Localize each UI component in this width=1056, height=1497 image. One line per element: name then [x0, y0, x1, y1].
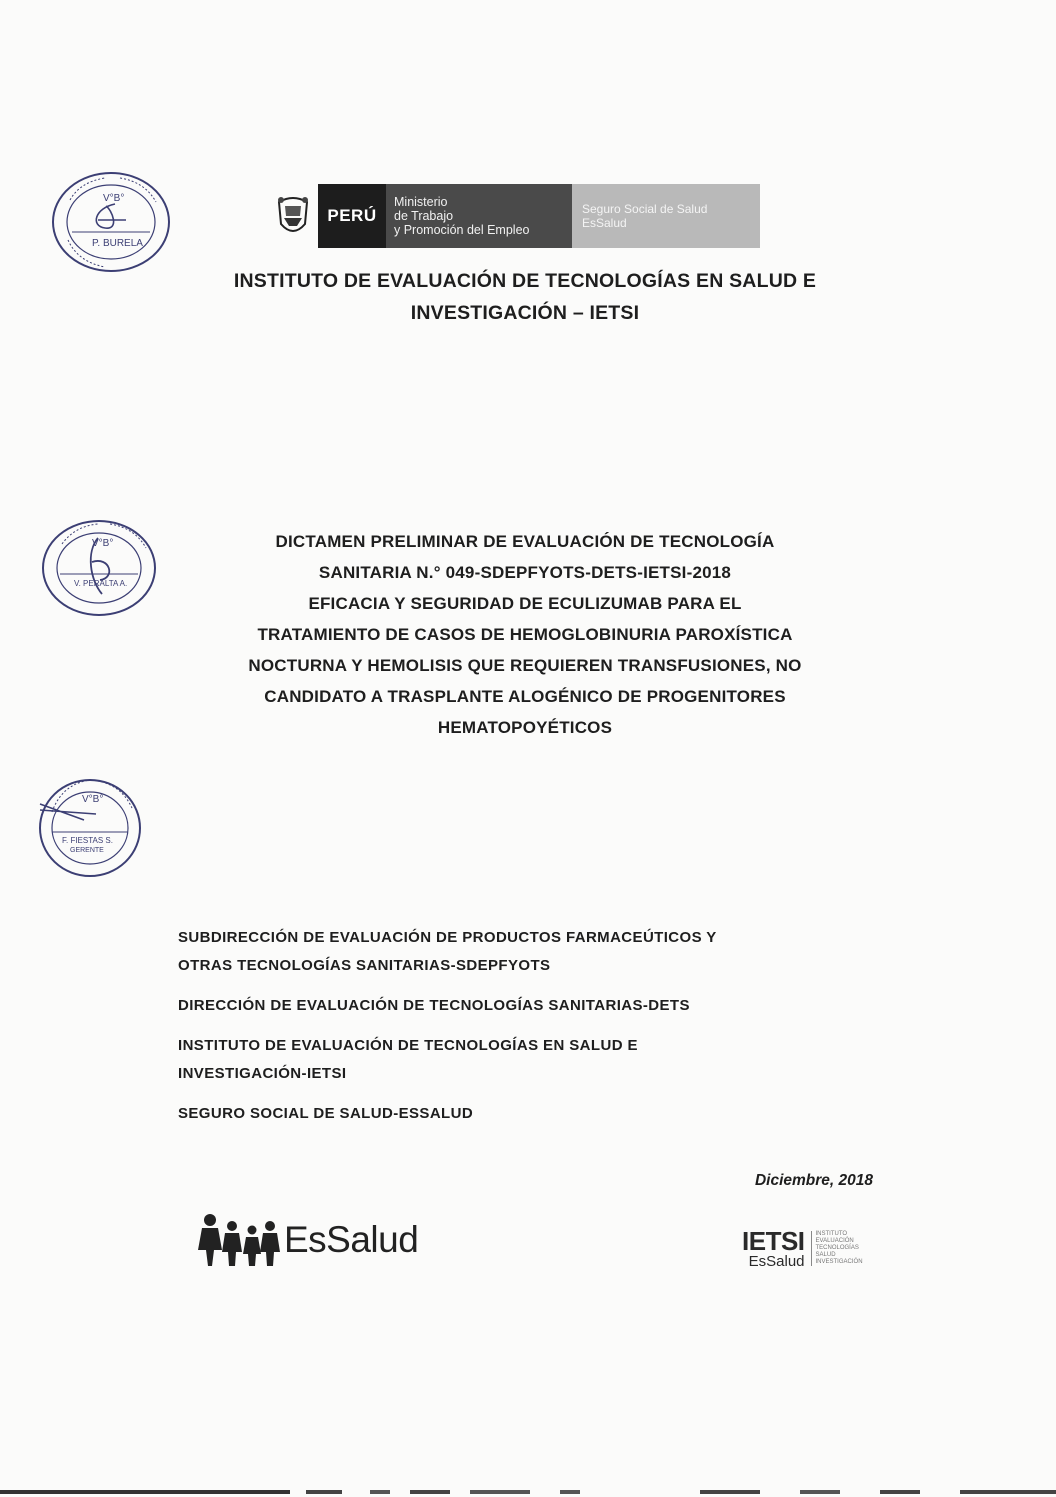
approval-stamp-peralta [40, 518, 158, 618]
government-header-logo [268, 184, 760, 248]
ietsi-fine-print: INSTITUTO EVALUACIÓN TECNOLOGÍAS SALUD INVESTIGACIÓN [811, 1231, 860, 1266]
stamp-name: P. BURELA [92, 238, 143, 249]
approval-stamp-burela [50, 170, 172, 274]
ministry-label: Ministerio de Trabajo y Promoción del Empleo [386, 184, 572, 248]
peru-coat-of-arms-icon [268, 184, 318, 248]
essalud-brand-text: EsSalud [284, 1219, 419, 1260]
svg-text:F. FIESTAS S.: F. FIESTAS S. [62, 836, 113, 845]
svg-text:V. PERALTA A.: V. PERALTA A. [74, 579, 128, 588]
approval-stamp-fiestas [36, 774, 144, 882]
ietsi-essalud-text: EsSalud [748, 1253, 805, 1270]
dictamen-title: DICTAMEN PRELIMINAR DE EVALUACIÓN DE TECNOLOGÍA SANITARIA N.° 049-SDEPFYOTS-DETS-IETSI-2018 EFICACIA Y SEGURIDAD DE ECULIZUMAB PARA EL TRATAMIENTO DE CASOS DE HEMOGLOBINURIA PAROXÍSTICA NOCTURNA Y HEMOLISIS QUE REQUIEREN TRANSFUSIONES, NO CANDIDATO A TRASPLANTE ALOGÉNICO DE PROGENITORES HEMATOPOYÉTICOS [248, 532, 802, 737]
ietsi-logo [742, 1226, 863, 1270]
subdirection-entry: DIRECCIÓN DE EVALUACIÓN DE TECNOLOGÍAS SANITARIAS-DETS [178, 997, 690, 1014]
subdirection-entry: SUBDIRECCIÓN DE EVALUACIÓN DE PRODUCTOS FARMACEÚTICOS Y OTRAS TECNOLOGÍAS SANITARIAS-SDEPFYOTS [178, 929, 717, 974]
seguro-social-label: Seguro Social de Salud EsSalud [572, 184, 760, 248]
svg-text:V°B°: V°B° [92, 538, 114, 549]
scan-edge-artifact [0, 1486, 1056, 1497]
family-figures-icon [198, 1212, 280, 1268]
stamp-vb: V°B° [103, 193, 125, 204]
document-date: Diciembre, 2018 [754, 1172, 873, 1189]
ietsi-brand-text: IETSI [742, 1226, 805, 1256]
peru-label: PERÚ [318, 184, 386, 248]
essalud-logo [198, 1212, 418, 1268]
svg-text:V°B°: V°B° [82, 794, 104, 805]
subdirection-entry: INSTITUTO DE EVALUACIÓN DE TECNOLOGÍAS EN SALUD E INVESTIGACIÓN-IETSI [178, 1037, 638, 1082]
subdirections-list [178, 924, 898, 1140]
svg-text:GERENTE: GERENTE [70, 847, 104, 854]
institute-title: INSTITUTO DE EVALUACIÓN DE TECNOLOGÍAS EN SALUD E INVESTIGACIÓN – IETSI [233, 270, 817, 324]
subdirection-entry: SEGURO SOCIAL DE SALUD-ESSALUD [178, 1105, 474, 1122]
